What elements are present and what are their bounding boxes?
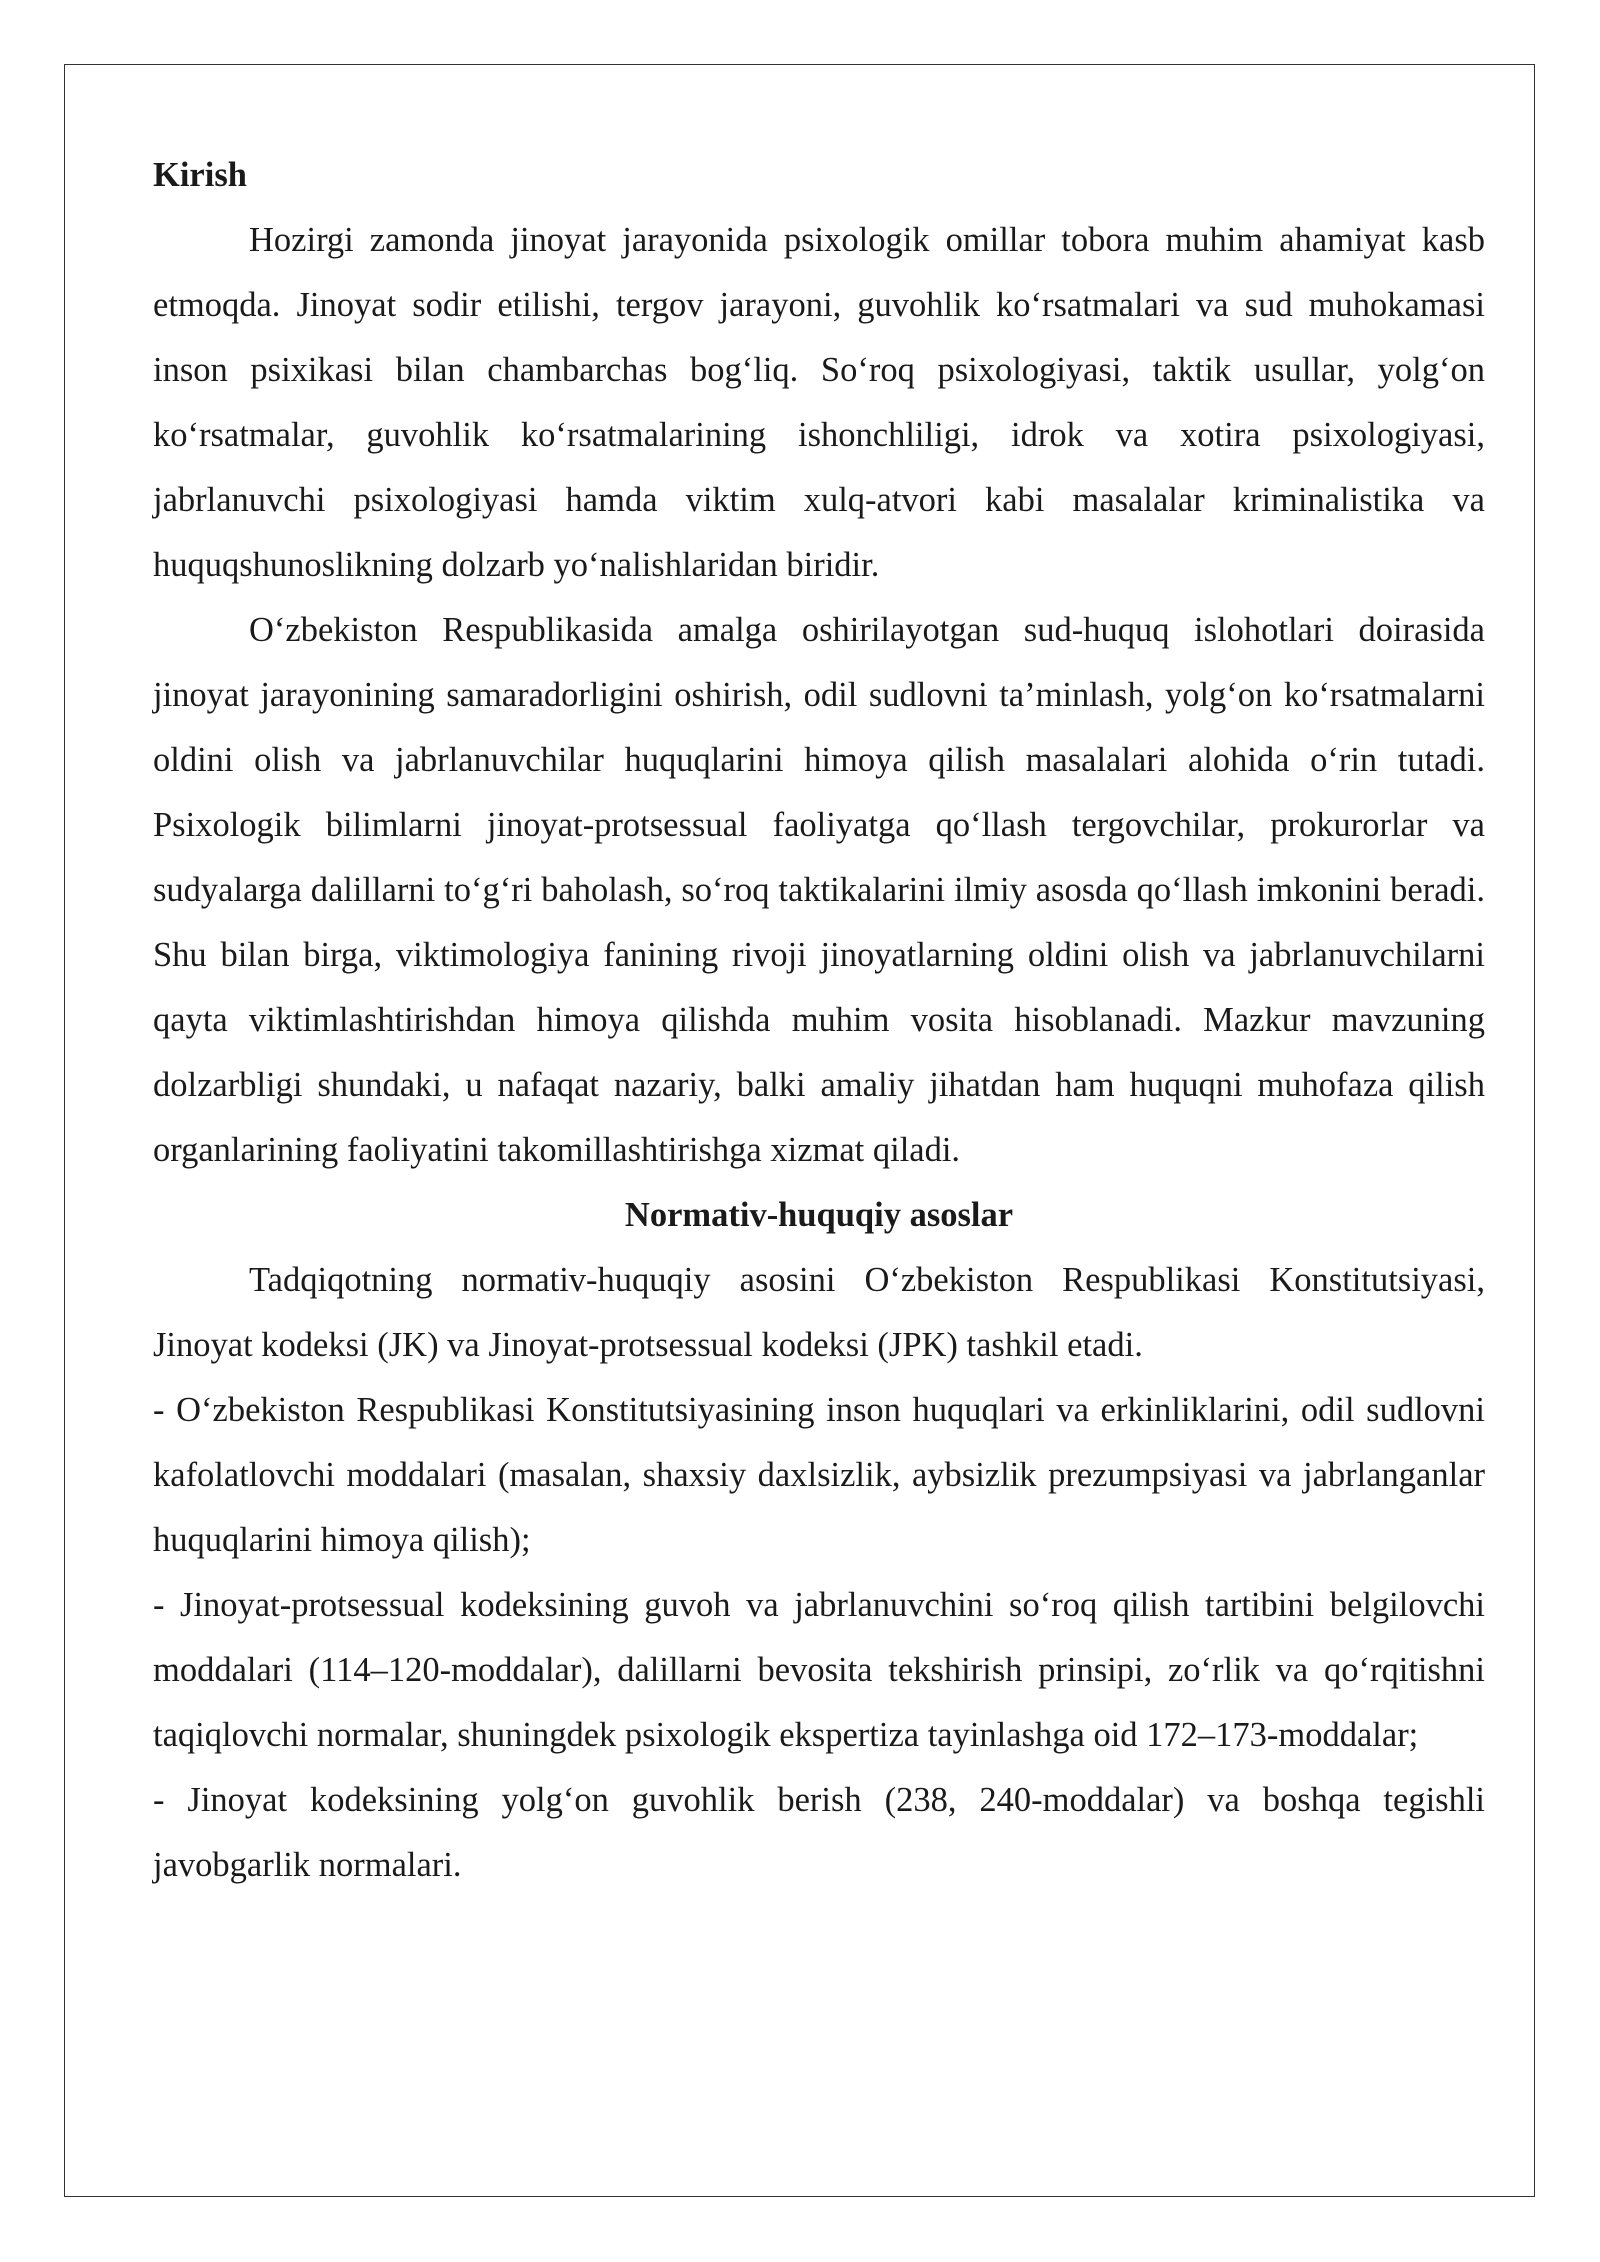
intro-paragraph-1: Hozirgi zamonda jinoyat jarayonida psixologik omillar tobora muhim ahamiyat kasb etmoqda. Jinoyat sodir etilishi, tergov jarayoni, guvohlik ko‘rsatmalari va sud muhokamasi inson psixikasi bilan chambarchas bog‘liq. So‘roq psixologiyasi, taktik usullar, yolg‘on ko‘rsatmalar, guvohlik ko‘rsatmalarining ishonchliligi, idrok va xotira psixologiyasi, jabrlanuvchi psixologiyasi hamda viktim xulq-atvori kabi masalalar kriminalistika va huquqshunoslikning dolzarb yo‘nalishlaridan biridir. bbox=[153, 221, 1485, 584]
normative-list-item-criminal-code: - Jinoyat kodeksining yolg‘on guvohlik berish (238, 240-moddalar) va boshqa tegishli javobgarlik normalari. bbox=[153, 1781, 1485, 1884]
normative-paragraph: Tadqiqotning normativ-huquqiy asosini O‘zbekiston Respublikasi Konstitutsiyasi, Jinoyat kodeksi (JK) va Jinoyat-protsessual kodeksi (JPK) tashkil etadi. bbox=[153, 1261, 1485, 1364]
document-body bbox=[153, 143, 1485, 1898]
normative-list-item-criminal-procedure-code: - Jinoyat-protsessual kodeksining guvoh va jabrlanuvchini so‘roq qilish tartibini belgilovchi moddalari (114–120-moddalar), dalillarni bevosita tekshirish prinsipi, zo‘rlik va qo‘rqitishni taqiqlovchi normalar, shuningdek psixologik ekspertiza tayinlashga oid 172–173-moddalar; bbox=[153, 1586, 1485, 1754]
intro-paragraph-2: O‘zbekiston Respublikasida amalga oshirilayotgan sud-huquq islohotlari doirasida jinoyat jarayonining samaradorligini oshirish, odil sudlovni ta’minlash, yolg‘on ko‘rsatmalarni oldini olish va jabrlanuvchilar huquqlarini himoya qilish masalalari alohida o‘rin tutadi. Psixologik bilimlarni jinoyat-protsessual faoliyatga qo‘llash tergovchilar, prokurorlar va sudyalarga dalillarni to‘g‘ri baholash, so‘roq taktikalarini ilmiy asosda qo‘llash imkonini beradi. Shu bilan birga, viktimologiya fanining rivoji jinoyatlarning oldini olish va jabrlanuvchilarni qayta viktimlashtirishdan himoya qilishda muhim vosita hisoblanadi. Mazkur mavzuning dolzarbligi shundaki, u nafaqat nazariy, balki amaliy jihatdan ham huquqni muhofaza qilish organlarining faoliyatini takomillashtirishga xizmat qiladi. bbox=[153, 611, 1485, 1169]
heading-kirish: Kirish bbox=[153, 156, 247, 194]
heading-normativ-huquqiy-asoslar: Normativ-huquqiy asoslar bbox=[624, 1196, 1014, 1234]
normative-list-item-constitution: - O‘zbekiston Respublikasi Konstitutsiyasining inson huquqlari va erkinliklarini, odil sudlovni kafolatlovchi moddalari (masalan, shaxsiy daxlsizlik, aybsizlik prezumpsiyasi va jabrlanganlar huquqlarini himoya qilish); bbox=[153, 1391, 1485, 1559]
